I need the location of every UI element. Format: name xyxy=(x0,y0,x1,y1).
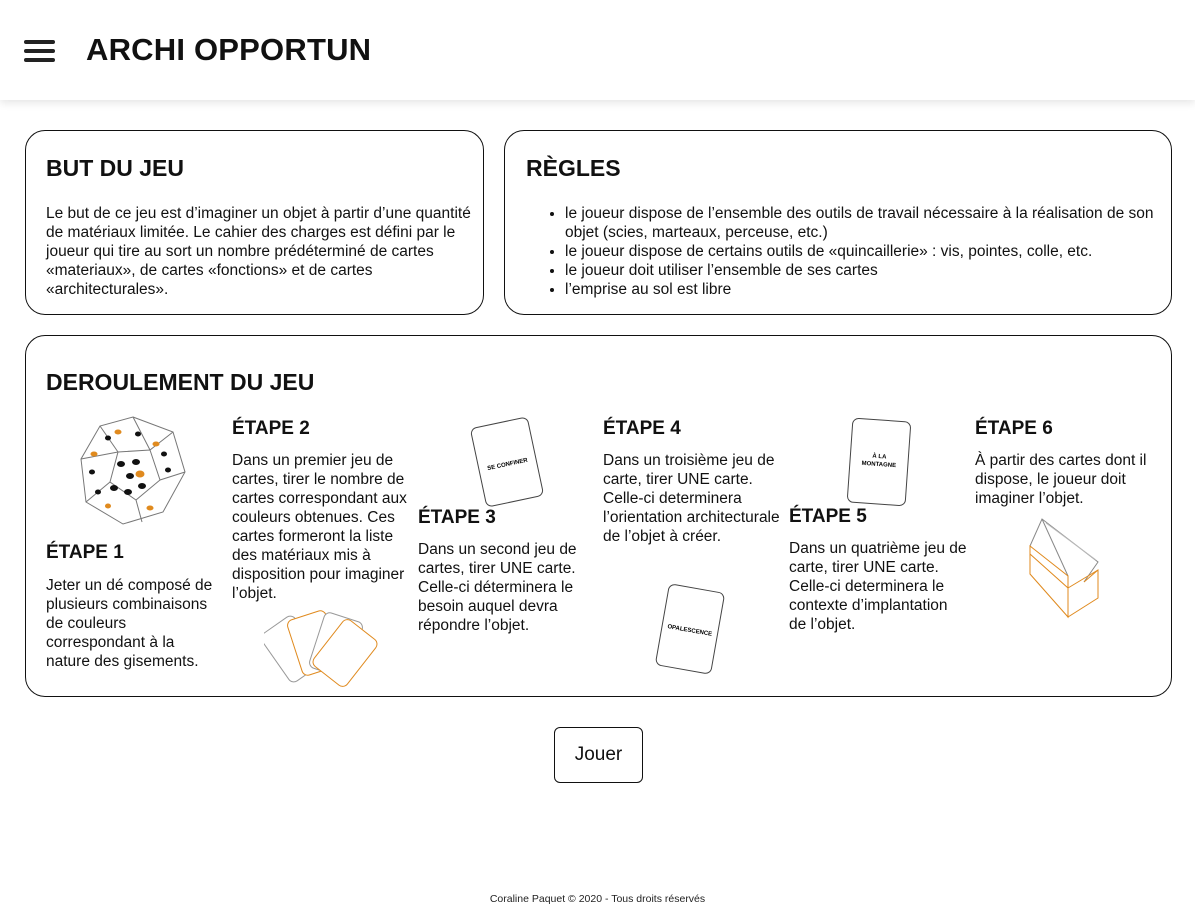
goal-title: BUT DU JEU xyxy=(46,155,185,181)
rule-item: • le joueur dispose de l’ensemble des outils de travail nécessaire à la réalisation de son objet (scies, marteaux, perceuse, etc.) xyxy=(565,204,1165,242)
top-app-bar xyxy=(0,0,1195,100)
card-opalescence-icon xyxy=(652,582,732,678)
house-object-icon xyxy=(1024,514,1104,622)
goal-card xyxy=(25,130,484,315)
step-2-title: ÉTAPE 2 xyxy=(232,418,310,439)
step-5-text: Dans un quatrième jeu de carte, tirer UNE carte. Celle-ci determinera le contexte d’implantation de l’objet. xyxy=(789,540,967,633)
game-flow-card xyxy=(25,335,1172,697)
card-label: À LA xyxy=(872,453,887,461)
step-4-text: Dans un troisième jeu de carte, tirer UNE carte. Celle-ci determinera l’orientation architecturale de l’objet à créer. xyxy=(603,452,780,545)
dice-icon xyxy=(78,414,188,526)
step-1-title: ÉTAPE 1 xyxy=(46,542,124,563)
rules-card xyxy=(504,130,1172,315)
card-montagne-icon xyxy=(840,414,916,508)
rule-item: • l’emprise au sol est libre xyxy=(565,280,1165,299)
app-title: ARCHI OPPORTUN xyxy=(86,32,372,67)
step-5-title: ÉTAPE 5 xyxy=(789,506,867,527)
step-3-title: ÉTAPE 3 xyxy=(418,507,496,528)
step-6-title: ÉTAPE 6 xyxy=(975,418,1053,439)
rules-list xyxy=(565,204,1165,299)
card-stack-icon xyxy=(264,604,378,690)
hamburger-menu-icon[interactable] xyxy=(24,40,56,64)
step-3-text: Dans un second jeu de cartes, tirer UNE carte. Celle-ci déterminera le besoin auquel devra répondre l’objet. xyxy=(418,541,577,634)
step-4-title: ÉTAPE 4 xyxy=(603,418,681,439)
step-6-text: À partir des cartes dont il dispose, le joueur doit imaginer l’objet. xyxy=(975,452,1147,507)
card-label: OPALESCENCE xyxy=(666,624,713,638)
rules-title: RÈGLES xyxy=(526,155,621,181)
goal-text: Le but de ce jeu est d’imaginer un objet à partir d’une quantité de matériaux limitée. Le cahier des charges est défini par le joueur qui tire au sort un nombre prédéterminé de cartes «materiaux», de cartes «fonctions» et de cartes «architecturales». xyxy=(46,205,471,298)
footer-copyright: Coraline Paquet © 2020 - Tous droits réservés xyxy=(489,893,706,905)
card-label: MONTAGNE xyxy=(861,460,897,470)
card-label: SE CONFINER xyxy=(486,457,529,473)
rule-item: • le joueur doit utiliser l’ensemble de ses cartes xyxy=(565,261,1165,280)
game-flow-title: DEROULEMENT DU JEU xyxy=(46,369,315,395)
play-button[interactable]: Jouer xyxy=(554,727,643,783)
step-1-text: Jeter un dé composé de plusieurs combinaisons de couleurs correspondant à la nature des gisements. xyxy=(46,577,213,670)
card-se-confiner-icon xyxy=(466,414,552,512)
step-2-text: Dans un premier jeu de cartes, tirer le nombre de cartes correspondant aux couleurs obtenues. Ces cartes formeront la liste des matériaux mis à disposition pour imaginer l’objet. xyxy=(232,452,407,602)
rule-item: • le joueur dispose de certains outils de «quincaillerie» : vis, pointes, colle, etc. xyxy=(565,242,1165,261)
